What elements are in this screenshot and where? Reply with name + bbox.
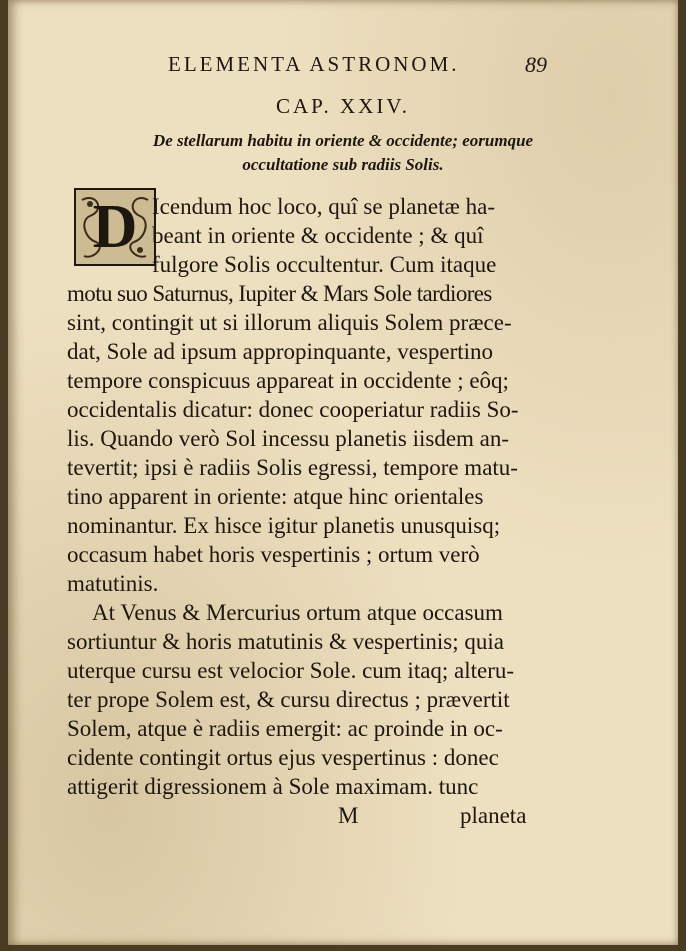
signature-mark: M — [338, 803, 359, 828]
body-line: At Venus & Mercurius ortum atque occasum — [92, 600, 503, 625]
body-line: motu suo Saturnus, Iupiter & Mars Sole tardiores — [67, 281, 492, 306]
book-page — [8, 0, 678, 945]
chapter-heading: CAP. XXIV. — [275, 94, 411, 118]
body-line: matutinis. — [67, 571, 159, 596]
body-line: dat, Sole ad ipsum appropinquante, vespertino — [67, 339, 494, 364]
body-line: attigerit digressionem à Sole maximam. tunc — [67, 774, 479, 799]
body-line: occasum habet horis vespertinis ; ortum verò — [67, 542, 480, 567]
body-line: tevertit; ipsi è radiis Solis egressi, tempore matu- — [67, 455, 518, 480]
body-line: fulgore Solis occultentur. Cum itaque — [152, 252, 497, 277]
chapter-subtitle-line-2: occultatione sub radiis Solis. — [242, 155, 444, 174]
body-line: Icendum hoc loco, quî se planetæ ha- — [152, 194, 495, 219]
body-line: ter prope Solem est, & cursu directus ; prævertit — [67, 687, 510, 712]
body-line: Solem, atque è radiis emergit: ac proinde in oc- — [67, 716, 503, 741]
body-line: sortiuntur & horis matutinis & vespertinis; quia — [67, 629, 504, 654]
running-title: ELEMENTA ASTRONOM. — [168, 52, 460, 76]
body-line: tempore conspicuus appareat in occidente ; eôq; — [67, 368, 509, 393]
body-line: occidentalis dicatur: donec cooperiatur radiis So- — [67, 397, 519, 422]
body-line: tino apparent in oriente: atque hinc orientales — [67, 484, 484, 509]
catchword: planeta — [460, 803, 527, 828]
body-line: uterque cursu est velocior Sole. cum itaq; alteru- — [67, 658, 515, 683]
body-line: cidente contingit ortus ejus vespertinus : donec — [67, 745, 499, 770]
body-line: nominantur. Ex hisce igitur planetis unusquisq; — [67, 513, 501, 538]
body-line: beant in oriente & occidente ; & quî — [152, 223, 484, 248]
body-line: lis. Quando verò Sol incessu planetis iisdem an- — [67, 426, 510, 451]
body-line: sint, contingit ut si illorum aliquis Solem præce- — [67, 310, 512, 335]
decorated-initial — [74, 188, 156, 266]
chapter-subtitle-line-1: De stellarum habitu in oriente & occidente; eorumque — [152, 131, 534, 150]
page-number: 89 — [525, 52, 547, 77]
drop-cap-letter: D — [92, 192, 138, 261]
